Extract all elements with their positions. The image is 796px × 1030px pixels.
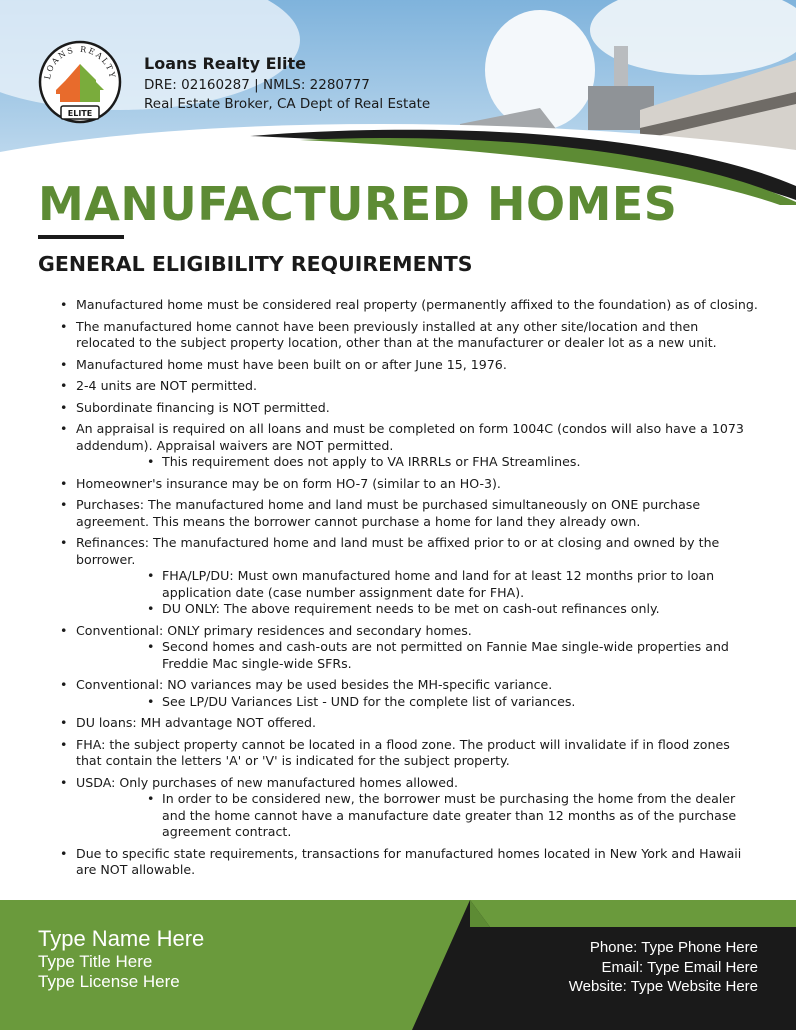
requirement-text: • Purchases: The manufactured home and land must be purchased simultaneously on ONE purchase agreement. This means the borrower cannot purchase a home for land they already own. (76, 497, 701, 529)
company-name: Loans Realty Elite (144, 54, 306, 73)
title-divider (38, 235, 124, 239)
requirements-list (58, 297, 758, 884)
page-title: MANUFACTURED HOMES (38, 177, 678, 231)
requirement-item (58, 476, 758, 493)
requirement-item (58, 400, 758, 417)
requirement-text: • DU loans: MH advantage NOT offered. (76, 715, 317, 730)
requirement-item (58, 846, 758, 879)
requirement-item (58, 497, 758, 530)
agent-name: Type Name Here (38, 926, 205, 951)
license-numbers: DRE: 02160287 | NMLS: 2280777 (144, 77, 370, 93)
requirement-text: • Homeowner's insurance may be on form HO-7 (similar to an HO-3). (76, 475, 501, 491)
requirement-text: • 2-4 units are NOT permitted. (76, 378, 258, 393)
agent-info (38, 926, 204, 992)
requirement-item (58, 623, 758, 673)
requirement-item (58, 715, 758, 732)
requirement-subitem: • See LP/DU Variances List - UND for the complete list of variances. (76, 694, 758, 711)
contact-phone: Phone: Type Phone Here (589, 939, 758, 956)
requirement-text: • FHA: the subject property cannot be located in a flood zone. The product will invalidate if in flood zones that contain the letters 'A' or 'V' is indicated for the subject property. (76, 736, 730, 768)
requirement-text: • Manufactured home must be considered real property (permanently affixed to the foundation) as of closing. (76, 297, 758, 312)
company-logo (36, 38, 124, 126)
requirement-subitem: • This requirement does not apply to VA IRRRLs or FHA Streamlines. (76, 454, 758, 471)
requirement-item (58, 421, 758, 471)
requirement-item (58, 357, 758, 374)
requirement-text: • Due to specific state requirements, transactions for manufactured homes located in New York and Hawaii are NOT allowable. (76, 845, 742, 877)
contact-website: Website: Type Website Here (568, 978, 758, 995)
requirement-text: • Conventional: NO variances may be used besides the MH-specific variance. (76, 677, 553, 692)
svg-text:LOANS REALTY: LOANS REALTY (42, 44, 118, 81)
requirement-text: • USDA: Only purchases of new manufactured homes allowed. (76, 774, 459, 790)
broker-description: Real Estate Broker, CA Dept of Real Estate (144, 96, 431, 112)
requirement-item (58, 737, 758, 770)
requirement-item (58, 677, 758, 710)
requirement-item (58, 378, 758, 395)
requirement-item (58, 775, 758, 841)
svg-text:ELITE: ELITE (67, 109, 93, 118)
contact-email: Email: Type Email Here (601, 958, 758, 976)
requirement-subitem: • FHA/LP/DU: Must own manufactured home and land for at least 12 months prior to loan application date (case number assignment date for FHA). (76, 568, 758, 601)
requirement-subitem: • In order to be considered new, the borrower must be purchasing the home from the dealer and the home cannot have a manufacture date greater than 12 months as of the purchase agreement contract. (76, 791, 758, 841)
agent-license: Type License Here (38, 972, 180, 991)
requirement-subitem: • DU ONLY: The above requirement needs to be met on cash-out refinances only. (76, 601, 758, 618)
requirement-text: • Manufactured home must have been built on or after June 15, 1976. (76, 356, 507, 372)
requirement-item (58, 535, 758, 618)
requirement-text: • An appraisal is required on all loans and must be completed on form 1004C (condos will also have a 1073 addendum). Appraisal waivers are NOT permitted. (76, 421, 744, 453)
section-heading: GENERAL ELIGIBILITY REQUIREMENTS (38, 252, 473, 276)
requirement-item (58, 297, 758, 314)
requirement-text: • Refinances: The manufactured home and land must be affixed prior to or at closing and owned by the borrower. (76, 535, 720, 567)
company-info (144, 54, 430, 114)
agent-title: Type Title Here (38, 952, 153, 971)
header-banner (0, 0, 796, 205)
requirement-text: • Subordinate financing is NOT permitted. (76, 399, 330, 415)
requirement-text: • Conventional: ONLY primary residences and secondary homes. (76, 622, 472, 638)
requirement-text: • The manufactured home cannot have been previously installed at any other site/location and then relocated to the subject property location, other than at the manufacturer or dealer lot as a new unit. (76, 318, 717, 350)
contact-info (569, 938, 758, 997)
requirement-subitem: • Second homes and cash-outs are not permitted on Fannie Mae single-wide properties and Freddie Mac single-wide SFRs. (76, 639, 758, 672)
requirement-item (58, 319, 758, 352)
